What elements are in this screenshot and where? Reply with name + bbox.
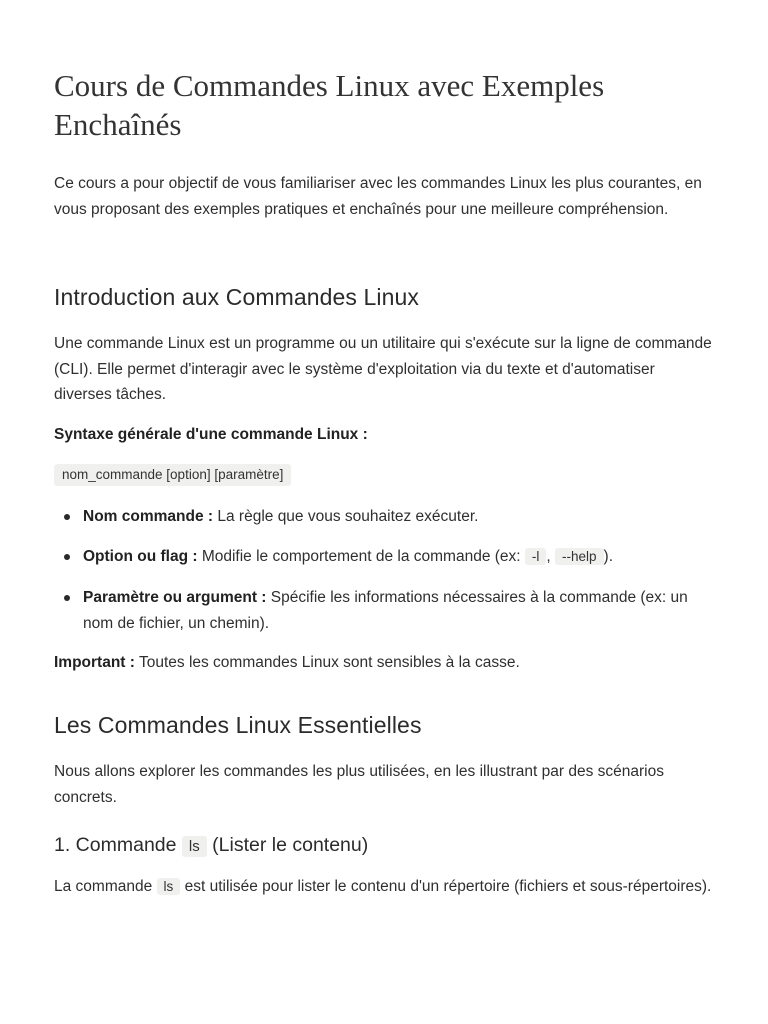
introduction-paragraph: Une commande Linux est un programme ou un utilitaire qui s'exécute sur la ligne de commande (CLI). Elle permet d'interagir avec le système d'exploitation via du texte et d'automatiser diverses tâches. bbox=[54, 335, 712, 403]
section-heading-introduction: Introduction aux Commandes Linux bbox=[54, 284, 420, 310]
list-item-end: ). bbox=[603, 548, 613, 565]
intro-paragraph: Ce cours a pour objectif de vous familiariser avec les commandes Linux les plus courantes, en vous proposant des exemples pratiques et enchaînés pour une meilleure compréhension. bbox=[54, 175, 702, 218]
bullet-icon bbox=[64, 595, 70, 601]
ls-description-suffix: est utilisée pour lister le contenu d'un répertoire (fichiers et sous-répertoires). bbox=[180, 878, 712, 895]
essentials-paragraph: Nous allons explorer les commandes les plus utilisées, en les illustrant par des scénarios concrets. bbox=[54, 763, 664, 806]
important-note bbox=[54, 650, 714, 676]
ls-description-paragraph bbox=[54, 874, 714, 900]
list-item-term: Paramètre ou argument : bbox=[83, 589, 267, 606]
inline-code-ls-paragraph: ls bbox=[157, 878, 181, 895]
bullet-icon bbox=[64, 554, 70, 560]
section-heading-essentials: Les Commandes Linux Essentielles bbox=[54, 712, 422, 738]
important-text: Toutes les commandes Linux sont sensibles à la casse. bbox=[134, 654, 520, 671]
list-item-description: La règle que vous souhaitez exécuter. bbox=[213, 508, 479, 525]
inline-code-ls: ls bbox=[182, 836, 207, 857]
syntax-code-block bbox=[54, 464, 714, 486]
list-item-term: Nom commande : bbox=[83, 508, 214, 525]
ls-description-prefix: La commande bbox=[54, 878, 157, 895]
inline-code-l: -l bbox=[525, 548, 547, 565]
list-item-description: Modifie le comportement de la commande (ex: bbox=[197, 548, 525, 565]
inline-code-help: --help bbox=[555, 548, 604, 565]
page-title: Cours de Commandes Linux avec Exemples Enchaînés bbox=[54, 68, 605, 142]
list-item-text bbox=[83, 544, 713, 570]
syntax-label bbox=[54, 422, 714, 448]
list-item-text bbox=[83, 504, 713, 530]
subsection-suffix: (Lister le contenu) bbox=[206, 834, 369, 856]
list-item-separator: , bbox=[546, 548, 556, 565]
bullet-icon bbox=[64, 514, 70, 520]
syntax-label-text: Syntaxe générale d'une commande Linux : bbox=[54, 426, 368, 443]
list-item-term: Option ou flag : bbox=[83, 548, 198, 565]
important-label: Important : bbox=[54, 654, 135, 671]
list-item-description: Spécifie les informations nécessaires à la commande (ex: un nom de fichier, un chemin). bbox=[83, 589, 688, 632]
subsection-heading-ls bbox=[54, 831, 714, 861]
list-item-text bbox=[83, 585, 713, 636]
subsection-prefix: 1. Commande bbox=[54, 834, 182, 856]
syntax-code: nom_commande [option] [paramètre] bbox=[54, 464, 291, 486]
